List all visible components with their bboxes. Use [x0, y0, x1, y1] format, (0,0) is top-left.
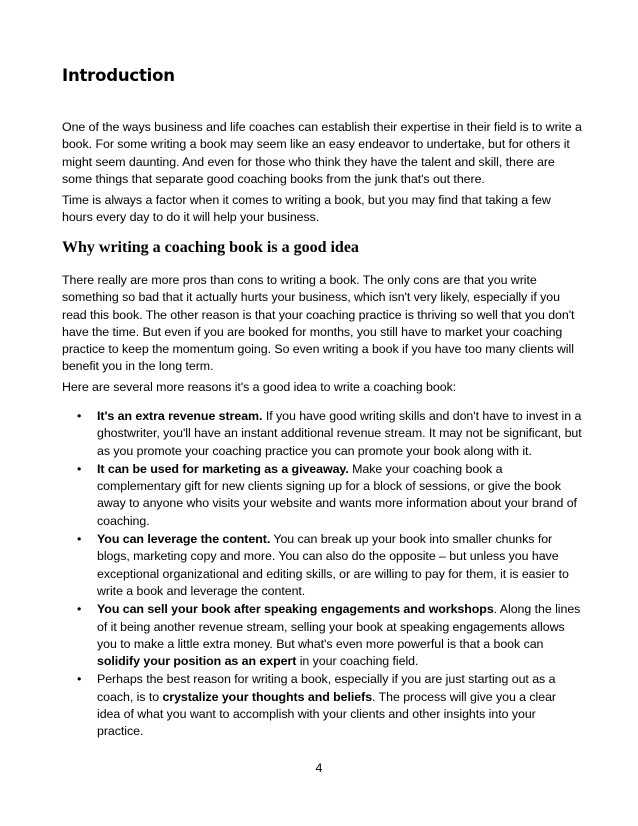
intro-paragraph-1: One of the ways business and life coaches can establish their expertise in their field is to write a book. For some writing a book may seem like an easy endeavor to undertake, but for others it might seem daunting. And even for those who think they have the talent and skill, there are some things that separate good coaching books from the junk that's out there. [62, 120, 582, 186]
list-item [62, 461, 582, 530]
section-heading-introduction: Introduction [62, 66, 175, 85]
list-item [62, 531, 582, 600]
list-item-bold: You can sell your book after speaking engagements and workshops [97, 602, 494, 617]
list-item-text: You can break up your book into smaller chunks for blogs, marketing copy and more. You can also do the opposite – but unless you have exceptional organizational and editing skills, or are willing to pay for them, it is easier to write a book and leverage the content. [97, 532, 569, 598]
list-item-bold: You can leverage the content. [97, 532, 271, 547]
bullet-icon: • [77, 409, 82, 423]
list-item-text-2: in your coaching field. [296, 654, 419, 669]
list-item [62, 601, 582, 670]
list-item-text-before: Perhaps the best reason for writing a book, especially if you are just starting out as a coach, is to [97, 672, 556, 704]
page-number: 4 [315, 761, 323, 775]
bullet-icon: • [77, 532, 82, 547]
reasons-list [62, 408, 582, 742]
list-item [62, 408, 582, 460]
list-item-bold: It's an extra revenue stream. [97, 409, 263, 423]
list-item-text: If you have good writing skills and don't have to invest in a ghostwriter, you'll have an instant additional revenue stream. It may not be significant, but as you promote your coaching practice you can promote your book along with it. [97, 409, 582, 458]
intro-paragraph-2: Time is always a factor when it comes to writing a book, but you may find that taking a few hours every day to do it will help your business. [62, 193, 551, 225]
section-paragraph-1: There really are more pros than cons to writing a book. The only cons are that you write something so bad that it actually hurts your business, which isn't very likely, especially if you read this book. The other reason is that your coaching practice is thriving so well that you don't have the time. But even if you are booked for months, you still have to market your coaching practice to keep the momentum going. So even writing a book if you have too many clients will benefit you in the long term. [62, 273, 575, 374]
list-item-bold: It can be used for marketing as a giveaway. [97, 461, 349, 476]
list-item-text: Make your coaching book a complementary gift for new clients signing up for a block of sessions, or give the book away to anyone who visits your website and wants more information about your brand of coaching. [97, 461, 577, 528]
section-paragraph-2: Here are several more reasons it's a good idea to write a coaching book: [62, 380, 457, 394]
list-item-text: . Along the lines of it being another revenue stream, selling your book at speaking engagements allows you to make a little extra money. But what's even more powerful is that a book can [97, 602, 581, 651]
list-item-text: . The process will give you a clear idea of what you want to accomplish with your clients and other insights into your practice. [97, 689, 557, 739]
list-item [62, 671, 582, 740]
bullet-icon: • [77, 602, 82, 617]
bullet-icon: • [77, 461, 82, 476]
list-item-bold-2: solidify your position as an expert [97, 654, 297, 669]
list-item-bold: crystalize your thoughts and beliefs [162, 689, 373, 704]
bullet-icon: • [77, 672, 82, 687]
section-heading-why: Why writing a coaching book is a good idea [62, 239, 359, 256]
